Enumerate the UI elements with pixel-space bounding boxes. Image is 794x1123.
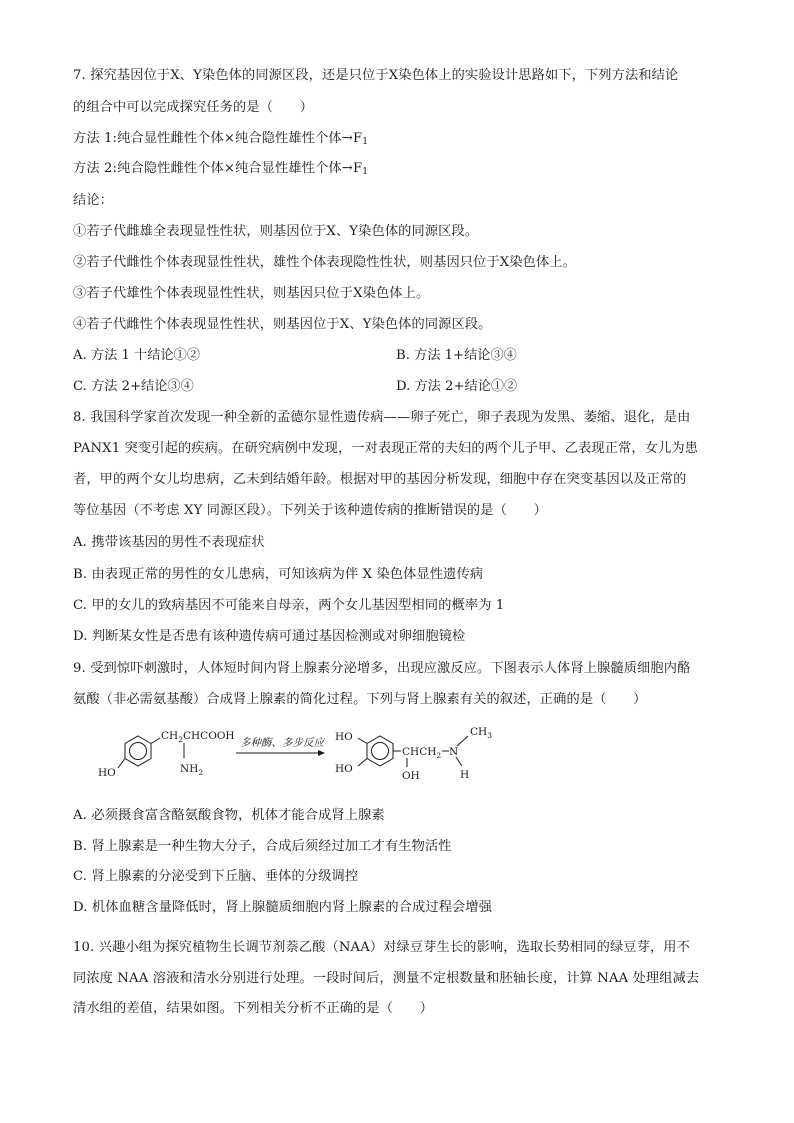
q7-option-b[interactable]: B. 方法 1+结论③④ — [396, 348, 517, 363]
q9-option-b[interactable]: B. 肾上腺素是一种生物大分子，合成后须经过加工才有生物活性 — [73, 839, 452, 854]
epinephrine-h: H — [460, 769, 470, 781]
arrow-label: 多种酶、多步反应 — [240, 737, 324, 749]
q10-stem-line-2: 同浓度 NAA 溶液和清水分别进行处理。一段时间后，测量不定根数量和胚轴长度，计算 NAA 处理组减去 — [73, 971, 700, 986]
q9-stem-line-2: 氨酸（非必需氨基酸）合成肾上腺素的简化过程。下列与肾上腺素有关的叙述，正确的是（ ） — [73, 692, 647, 707]
q9-option-a[interactable]: A. 必须摄食富含酪氨酸食物，机体才能合成肾上腺素 — [73, 808, 385, 823]
q8-stem-line-3: 者，甲的两个女儿均患病，乙未到结婚年龄。根据对甲的基因分析发现，细胞中存在突变基因以及正常的 — [73, 472, 687, 487]
tyrosine-side-chain: $CH_2CHCOOH$ — [161, 730, 235, 744]
q9-stem-line-1: 9. 受到惊吓刺激时，人体短时间内肾上腺素分泌增多，出现应激反应。下图表示人体肾上腺髓质细胞内酪 — [73, 661, 691, 676]
tyrosine-amine: $NH_2$ — [180, 763, 204, 777]
epinephrine-n: N — [449, 746, 459, 758]
q9-option-c[interactable]: C. 肾上腺素的分泌受到下丘脑、垂体的分级调控 — [73, 869, 359, 884]
q8-option-c[interactable]: C. 甲的女儿的致病基因不可能来自母亲，两个女儿基因型相同的概率为 1 — [73, 598, 505, 613]
q7-conclusion-1: ①若子代雌雄全表现显性性状，则基因位于X、Y染色体的同源区段。 — [73, 224, 479, 239]
q7-conclusion-4: ④若子代雌性个体表现显性性状，则基因位于X、Y染色体的同源区段。 — [73, 317, 492, 332]
tyrosine-hydroxyl: HO — [98, 767, 116, 779]
epinephrine-side-chain: $CHCH_2$ — [402, 746, 442, 760]
tyrosine-to-epinephrine-diagram — [90, 724, 510, 790]
epinephrine-hydroxyl-bottom: HO — [335, 763, 353, 775]
q7-conclusion-label: 结论： — [73, 193, 114, 208]
q8-stem-line-4: 等位基因（不考虑 XY 同源区段）。下列关于该种遗传病的推断错误的是（ ） — [73, 503, 547, 518]
epinephrine-h-bond — [456, 757, 462, 766]
q7-option-c[interactable]: C. 方法 2+结论③④ — [73, 379, 194, 394]
epinephrine-methyl: $CH_3$ — [470, 726, 492, 740]
q7-options-row-2 — [73, 377, 733, 397]
q10-stem-line-3: 清水组的差值，结果如图。下列相关分析不正确的是（ ） — [73, 1001, 434, 1016]
q8-option-a[interactable]: A. 携带该基因的男性不表现症状 — [73, 535, 265, 550]
q7-option-a[interactable]: A. 方法 1 十结论①② — [73, 348, 200, 363]
q7-options-row-1 — [73, 346, 733, 366]
q10-stem-line-1: 10. 兴趣小组为探究植物生长调节剂萘乙酸（NAA）对绿豆芽生长的影响，选取长势相同的绿豆芽，用不 — [73, 940, 690, 955]
q8-option-d[interactable]: D. 判断某女性是否患有该种遗传病可通过基因检测或对卵细胞镜检 — [73, 629, 466, 644]
tyrosine-benzene-ring — [118, 736, 160, 768]
q7-method-1: 方法 1:纯合显性雌性个体×纯合隐性雄性个体$\to F_1$ — [73, 131, 369, 147]
q7-stem-line-2: 的组合中可以完成探究任务的是（ ） — [73, 100, 314, 115]
epinephrine-oh: OH — [402, 770, 420, 782]
q7-option-d[interactable]: D. 方法 2+结论①② — [396, 379, 518, 394]
q8-stem-line-1: 8. 我国科学家首次发现一种全新的孟德尔显性遗传病——卵子死亡，卵子表现为发黑、萎缩、退化，是由 — [73, 410, 691, 425]
q8-option-b[interactable]: B. 由表现正常的男性的女儿患病，可知该病为伴 X 染色体显性遗传病 — [73, 567, 484, 582]
epinephrine-benzene-ring — [358, 736, 401, 766]
epinephrine-hydroxyl-top: HO — [335, 731, 353, 743]
q9-option-d[interactable]: D. 机体血糖含量降低时，肾上腺髓质细胞内肾上腺素的合成过程会增强 — [73, 900, 493, 915]
q7-conclusion-3: ③若子代雄性个体表现显性性状，则基因只位于X染色体上。 — [73, 286, 430, 301]
epinephrine-methyl-bond — [457, 736, 468, 746]
q7-stem-line-1: 7. 探究基因位于X、Y染色体的同源区段，还是只位于X染色体上的实验设计思路如下，下列方法和结论 — [73, 68, 679, 83]
q8-stem-line-2: PANX1 突变引起的疾病。在研究病例中发现，一对表现正常的夫妇的两个儿子甲、乙表现正常，女儿为患 — [73, 441, 699, 456]
q7-conclusion-2: ②若子代雌性个体表现显性性状，雄性个体表现隐性性状，则基因只位于X染色体上。 — [73, 255, 577, 270]
q7-method-2: 方法 2:纯合隐性雌性个体×纯合显性雄性个体$\to F_1$ — [73, 161, 369, 177]
reaction-arrow — [236, 737, 325, 756]
